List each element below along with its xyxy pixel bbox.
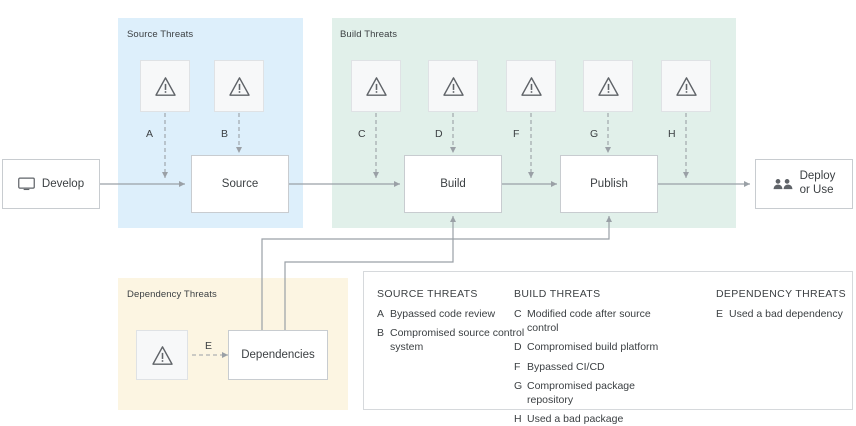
warning-triangle-icon [229,77,250,96]
node-build[interactable] [404,155,502,213]
node-deploy-or-use[interactable] [755,159,853,209]
legend-text: Bypassed code review [390,308,496,320]
node-dependencies-label: Dependencies [241,348,315,361]
threat-letter-b: B [221,128,229,140]
legend-key: E [716,308,724,320]
threat-letter-f: F [513,128,520,140]
node-source[interactable] [191,155,289,213]
warning-triangle-icon [521,77,542,96]
legend-key: A [377,308,385,320]
legend-key: B [377,327,385,340]
node-publish-label: Publish [590,177,628,190]
threat-icon-b [214,60,264,112]
threat-letter-e: E [205,340,213,352]
threat-letter-c: C [358,128,366,140]
legend-key: G [514,379,523,392]
legend-item [514,307,679,335]
warning-triangle-icon [366,77,387,96]
legend-text: Compromised build platform [527,341,659,354]
threat-letter-d: D [435,128,443,140]
threat-letter-a: A [146,128,154,140]
warning-triangle-icon [152,346,173,365]
zone-dependency-threats-label: Dependency Threats [127,289,217,300]
legend-text: Used a bad dependency [729,308,843,320]
legend-dependency-title: DEPENDENCY THREATS [716,288,846,300]
legend-key: D [514,341,522,354]
warning-triangle-icon [676,77,697,96]
node-publish[interactable] [560,155,658,213]
zone-source-threats-label: Source Threats [127,29,194,40]
node-source-label: Source [221,177,259,190]
node-develop[interactable] [2,159,100,209]
people-icon [773,178,793,190]
threat-icon-g [583,60,633,112]
threat-letter-g: G [590,128,599,140]
legend-item [716,307,846,321]
legend-text: Compromised package repository [527,379,635,406]
threat-icon-a [140,60,190,112]
legend-key: C [514,308,522,320]
legend-text: Bypassed CI/CD [527,360,605,373]
threat-icon-c [351,60,401,112]
legend-build-title: BUILD THREATS [514,288,601,300]
legend-text: Used a bad package [527,413,624,426]
threat-icon-h [661,60,711,112]
warning-triangle-icon [598,77,619,96]
legend-column-build [514,288,679,426]
legend-item [514,360,679,374]
monitor-icon [18,177,35,191]
warning-triangle-icon [443,77,464,96]
legend-column-dependency [716,288,846,326]
legend-item [514,340,679,354]
legend-key: F [514,360,521,373]
node-deploy-label-line1: Deploy [799,170,836,183]
node-deploy-label-line2: or Use [799,184,834,196]
legend-item [514,412,679,426]
zone-build-threats [332,18,736,228]
legend-item [514,379,679,407]
threat-icon-d [428,60,478,112]
legend-text: Compromised source control system [390,327,525,354]
legend-panel [363,271,853,426]
zone-build-threats-label: Build Threats [340,29,398,40]
threat-icon-e [136,330,188,380]
node-dependencies[interactable] [228,330,328,380]
legend-source-title: SOURCE THREATS [377,288,478,300]
legend-text: Modified code after source control [527,308,651,335]
threat-letter-h: H [668,128,676,140]
node-build-label: Build [440,177,466,190]
node-develop-label: Develop [41,177,85,190]
threat-icon-f [506,60,556,112]
warning-triangle-icon [155,77,176,96]
legend-key: H [514,413,522,426]
